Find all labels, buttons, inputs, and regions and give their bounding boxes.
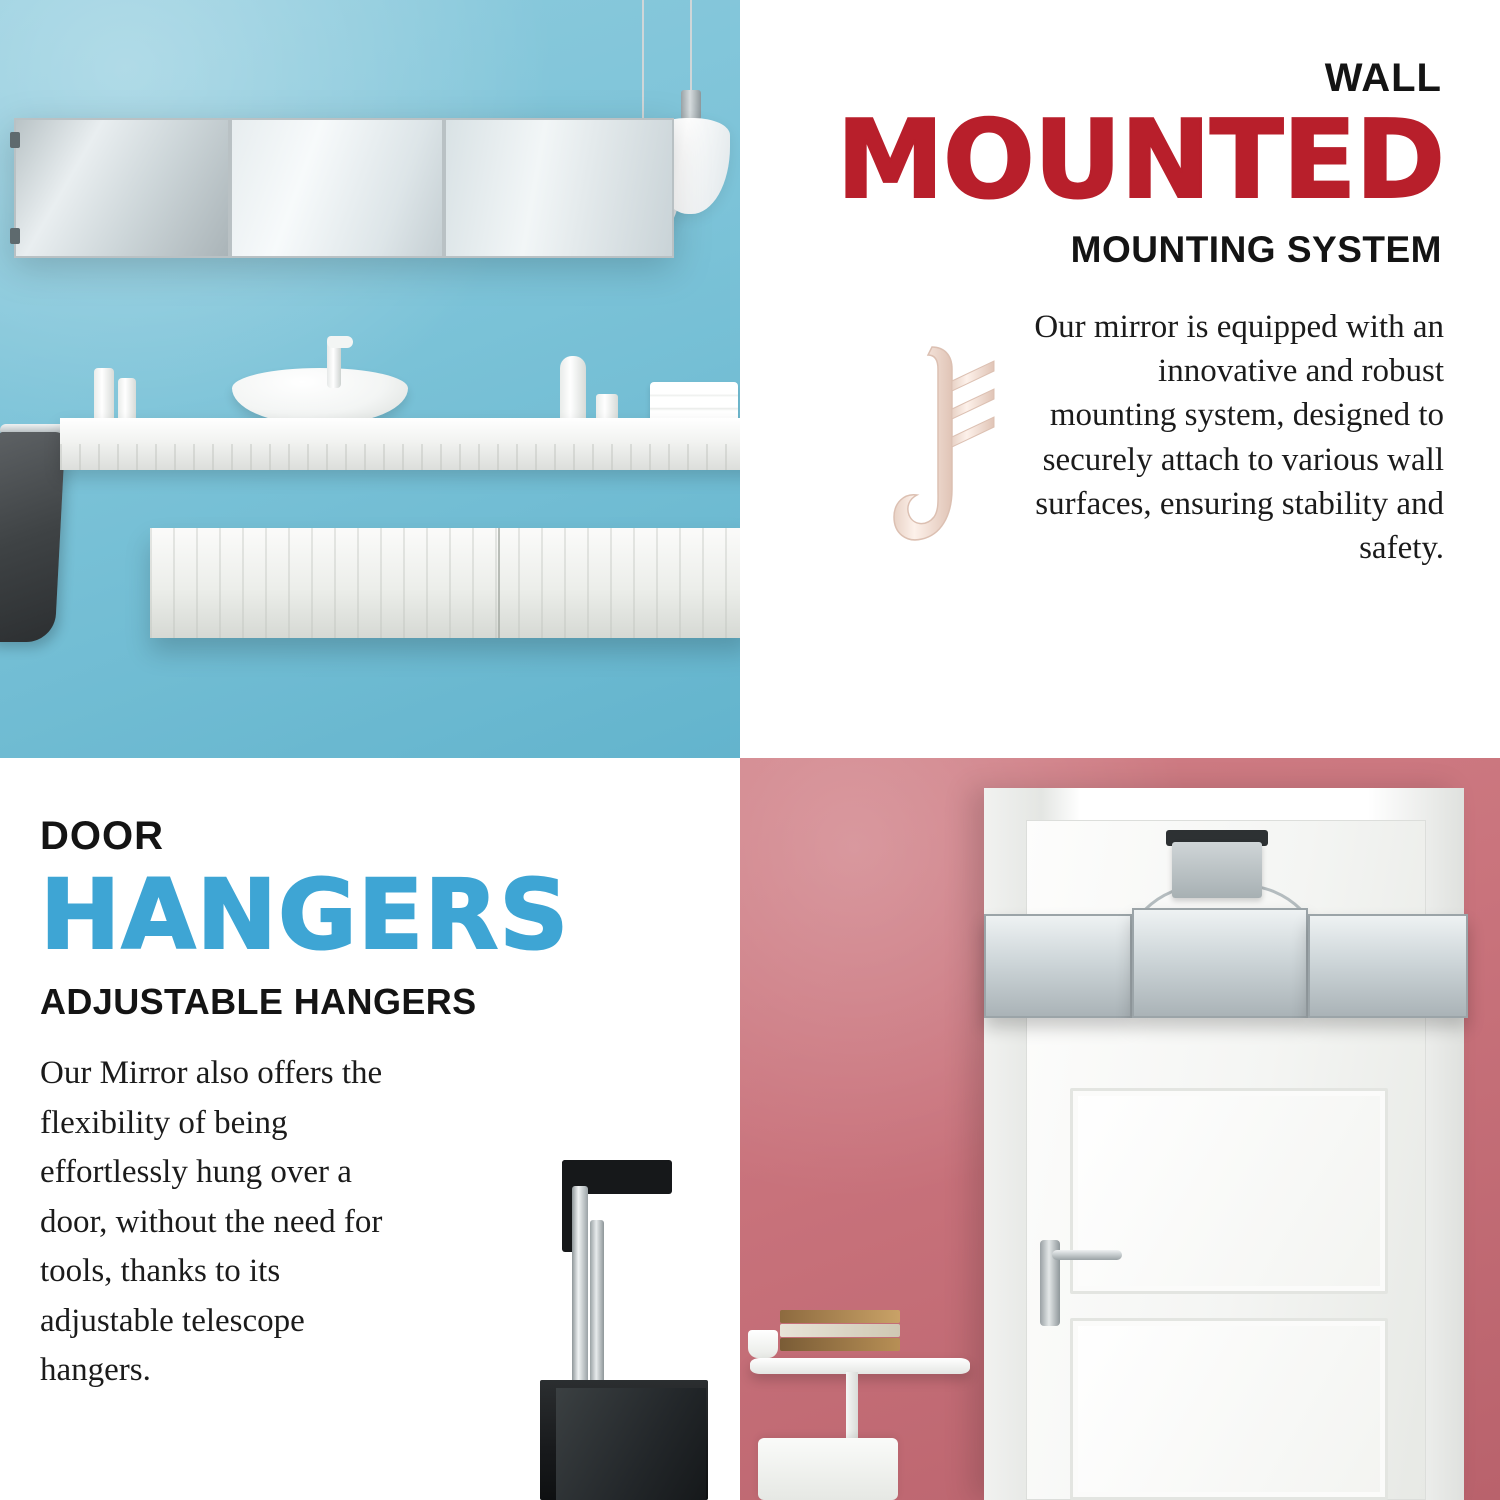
mounted-mirror-panel-center (1132, 908, 1308, 1018)
door-hangers-panel (0, 758, 740, 1500)
side-table-top (750, 1358, 970, 1374)
wall-mounted-headline: MOUNTED (836, 98, 1444, 223)
mirror-panel-center (230, 118, 444, 258)
door-panel-upper (1070, 1088, 1388, 1294)
book (780, 1310, 900, 1323)
mirror-panel-right (444, 118, 674, 258)
chair (758, 1438, 898, 1500)
pendant-cord (690, 0, 692, 92)
door-hangers-headline: HANGERS (40, 859, 570, 971)
pendant-cord (642, 0, 644, 122)
wall-mounted-subhead: MOUNTING SYSTEM (1070, 229, 1442, 270)
book (780, 1338, 900, 1351)
mirror-hinge (10, 228, 20, 244)
cup (748, 1330, 778, 1358)
mounted-mirror-panel-left (984, 914, 1132, 1018)
vanity-countertop (60, 418, 740, 470)
door-scene-photo (740, 758, 1500, 1500)
folded-towels (650, 382, 738, 422)
toiletry-bottle (94, 368, 114, 422)
hanging-towel (0, 432, 66, 642)
mirror-panel-left (14, 118, 230, 258)
door-hangers-paragraph: Our Mirror also offers the flexibility of being effortlessly hung over a door, without the need for tools, thanks to its adjustable telescope hangers. (40, 1055, 383, 1388)
vanity-cabinet (150, 528, 740, 638)
mirror-hinge (10, 132, 20, 148)
stacked-books (780, 1310, 900, 1358)
wall-mounted-body-row (780, 305, 1444, 589)
book (780, 1324, 900, 1337)
over-door-hook (1172, 842, 1262, 898)
soap-dispenser (560, 356, 586, 422)
door-panel-lower (1070, 1318, 1388, 1500)
wood-grain-texture (150, 528, 740, 638)
mounted-mirror-panel-right (1308, 914, 1468, 1018)
trifold-mirror (14, 118, 674, 258)
wall-mounted-paragraph: Our mirror is equipped with an innovative and robust mounting system, designed to securely attach to various wall surfaces, ensuring stability and safety. (1034, 309, 1444, 567)
telescope-hanger-product (500, 1160, 720, 1500)
faucet-spout (327, 336, 353, 348)
mirror-back-face (556, 1388, 706, 1500)
bathroom-scene-photo (0, 0, 740, 758)
pendant-lamp-cap (681, 90, 701, 120)
wall-mounted-panel (740, 0, 1500, 758)
wall-hook-icon (882, 339, 1002, 589)
door-hangers-subhead: ADJUSTABLE HANGERS (40, 981, 477, 1022)
toiletry-bottle (118, 378, 136, 422)
door-hangers-eyebrow: DOOR (40, 814, 164, 858)
wall-mounted-eyebrow: WALL (1324, 56, 1442, 100)
door-handle (1052, 1250, 1122, 1260)
